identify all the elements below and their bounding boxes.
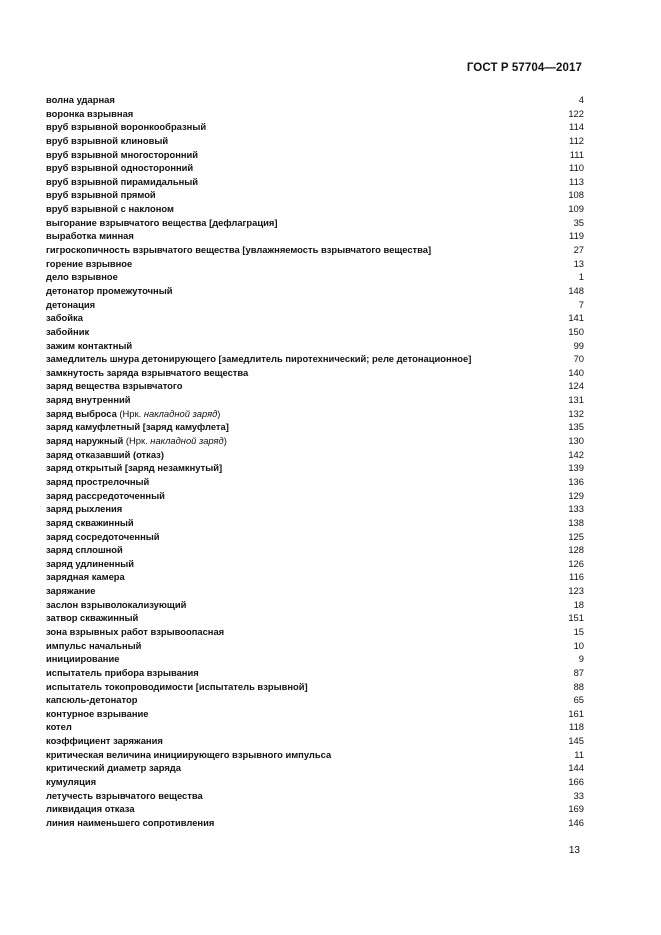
index-entry — [46, 543, 584, 557]
index-term — [46, 434, 227, 448]
index-page-number: 142 — [568, 448, 584, 460]
index-page-number: 114 — [569, 121, 584, 133]
index-term-text: вруб взрывной клиновый — [46, 134, 169, 146]
index-page-number: 140 — [568, 366, 584, 378]
index-term — [46, 366, 248, 380]
index-term — [46, 748, 331, 762]
index-term-text: заряд скважинный — [46, 516, 134, 528]
index-term — [46, 134, 168, 148]
index-page-number: 65 — [573, 694, 584, 706]
index-term-text: выгорание взрывчатого вещества [дефлаграция] — [46, 216, 278, 228]
index-page-number: 161 — [568, 707, 584, 719]
index-entry — [46, 516, 584, 530]
index-entry — [46, 625, 584, 639]
index-entry — [46, 461, 584, 475]
index-page-number: 129 — [568, 489, 584, 501]
index-page-number: 109 — [568, 203, 584, 215]
index-term — [46, 598, 186, 612]
index-term-text: заряд наружный — [46, 435, 124, 447]
index-page-number: 1 — [578, 271, 584, 283]
index-term-text: воронка взрывная — [46, 107, 134, 119]
index-entry — [46, 720, 584, 734]
index-page-number: 27 — [573, 244, 584, 256]
index-entry — [46, 366, 584, 380]
index-entry — [46, 775, 584, 789]
index-term-text: зона взрывных работ взрывоопасная — [46, 625, 225, 637]
index-page-number: 131 — [568, 394, 584, 406]
index-term — [46, 625, 224, 639]
index-term — [46, 680, 308, 694]
subject-index-list — [46, 93, 584, 830]
index-term — [46, 502, 122, 516]
index-term — [46, 379, 182, 393]
index-term-text: вруб взрывной пирамидальный — [46, 175, 199, 187]
index-entry — [46, 216, 584, 230]
index-term — [46, 298, 95, 312]
index-page-number: 15 — [573, 625, 584, 637]
index-term — [46, 652, 119, 666]
index-page-number: 7 — [578, 298, 584, 310]
index-page-number: 133 — [568, 503, 584, 515]
index-entry — [46, 284, 584, 298]
index-entry — [46, 639, 584, 653]
index-entry — [46, 489, 584, 503]
index-term — [46, 734, 163, 748]
index-term-text: капсюль-детонатор — [46, 694, 138, 706]
index-entry — [46, 229, 584, 243]
index-entry — [46, 243, 584, 257]
index-term — [46, 120, 206, 134]
index-term-note-italic: накладной заряд — [150, 435, 224, 447]
index-page-number: 151 — [568, 612, 584, 624]
index-page-number: 123 — [568, 585, 584, 597]
document-id: ГОСТ Р 57704—2017 — [466, 62, 582, 74]
index-entry — [46, 107, 584, 121]
index-term-text: зажим контактный — [46, 339, 133, 351]
index-entry — [46, 693, 584, 707]
index-term — [46, 216, 278, 230]
index-term-text: гигроскопичность взрывчатого вещества [увлажняемость взрывчатого вещества] — [46, 244, 432, 256]
index-entry — [46, 120, 584, 134]
index-page-number: 113 — [569, 175, 584, 187]
index-entry — [46, 570, 584, 584]
index-term — [46, 816, 214, 830]
index-term-text: контурное взрывание — [46, 707, 149, 719]
index-entry — [46, 761, 584, 775]
index-term — [46, 584, 95, 598]
index-entry — [46, 202, 584, 216]
index-page-number: 125 — [568, 530, 584, 542]
index-term-text: импульс начальный — [46, 639, 142, 651]
index-term-text: заряд выброса — [46, 407, 117, 419]
index-term — [46, 270, 118, 284]
index-term-note-italic: накладной заряд — [143, 407, 218, 419]
index-page-number: 33 — [573, 789, 584, 801]
index-entry — [46, 420, 584, 434]
index-term — [46, 148, 198, 162]
index-term-text: котел — [46, 721, 72, 733]
index-term-text: инициирование — [46, 653, 120, 665]
index-term-text: заряд удлиненный — [46, 557, 134, 569]
index-page-number: 150 — [568, 325, 584, 337]
index-entry — [46, 93, 584, 107]
index-page-number: 10 — [573, 639, 584, 651]
index-term — [46, 325, 89, 339]
index-term — [46, 461, 222, 475]
index-term-text: заряжание — [46, 585, 96, 597]
index-term — [46, 93, 115, 107]
index-term — [46, 557, 134, 571]
index-term-text: заряд открытый [заряд незамкнутый] — [46, 462, 223, 474]
index-term — [46, 543, 123, 557]
index-page-number: 70 — [573, 353, 584, 365]
index-term — [46, 611, 138, 625]
index-term — [46, 666, 199, 680]
index-entry — [46, 407, 584, 421]
index-term-text: вруб взрывной многосторонний — [46, 148, 199, 160]
index-entry — [46, 311, 584, 325]
index-entry — [46, 325, 584, 339]
index-page-number: 87 — [573, 666, 584, 678]
index-entry — [46, 734, 584, 748]
index-term — [46, 257, 132, 271]
index-page-number: 110 — [569, 162, 584, 174]
index-term-text: забойник — [46, 325, 90, 337]
index-term — [46, 311, 83, 325]
index-entry — [46, 502, 584, 516]
index-term — [46, 284, 172, 298]
index-term-text: испытатель прибора взрывания — [46, 666, 199, 678]
index-entry — [46, 530, 584, 544]
index-entry — [46, 161, 584, 175]
index-term — [46, 789, 203, 803]
index-page-number: 4 — [578, 94, 584, 105]
index-term — [46, 420, 229, 434]
index-page-number: 130 — [568, 435, 584, 447]
index-entry — [46, 789, 584, 803]
index-page-number: 132 — [568, 407, 584, 419]
index-page-number: 122 — [568, 107, 584, 119]
index-term-text: критический диаметр заряда — [46, 762, 181, 774]
index-entry — [46, 134, 584, 148]
index-term-text: замедлитель шнура детонирующего [замедлитель пиротехнический; реле детонационное] — [46, 353, 472, 365]
index-term — [46, 530, 160, 544]
index-term-text: кумуляция — [46, 776, 97, 788]
page-number: 13 — [568, 845, 580, 856]
index-term — [46, 188, 156, 202]
index-entry — [46, 666, 584, 680]
index-entry — [46, 379, 584, 393]
index-term-text: заряд сплошной — [46, 544, 123, 556]
index-term — [46, 339, 132, 353]
index-term-text: вруб взрывной с наклоном — [46, 203, 174, 215]
index-term-text: горение взрывное — [46, 257, 133, 269]
index-page-number: 166 — [568, 776, 584, 788]
index-term — [46, 707, 148, 721]
index-page-number: 11 — [574, 748, 584, 760]
index-term-text: коэффициент заряжания — [46, 735, 163, 747]
index-entry — [46, 802, 584, 816]
index-term — [46, 802, 135, 816]
index-term — [46, 639, 141, 653]
index-page-number: 9 — [578, 653, 584, 665]
index-term-text: заряд сосредоточенный — [46, 530, 160, 542]
index-page-number: 88 — [573, 680, 584, 692]
index-term — [46, 720, 72, 734]
index-term-text: летучесть взрывчатого вещества — [46, 789, 203, 801]
index-term — [46, 570, 125, 584]
index-page-number: 148 — [568, 284, 584, 296]
index-page-number: 119 — [569, 230, 584, 242]
index-page-number: 108 — [568, 189, 584, 201]
index-entry — [46, 557, 584, 571]
index-page-number: 145 — [568, 735, 584, 747]
index-page-number: 35 — [573, 216, 584, 228]
index-page-number: 144 — [568, 762, 584, 774]
index-term-note-open: (Нрк. — [116, 407, 144, 419]
index-term-text: ликвидация отказа — [46, 803, 135, 815]
index-term — [46, 229, 134, 243]
index-term — [46, 448, 164, 462]
index-entry — [46, 270, 584, 284]
index-page-number: 13 — [573, 257, 584, 269]
index-term-text: критическая величина инициирующего взрывного импульса — [46, 748, 332, 760]
index-term-text: заслон взрыволокализующий — [46, 598, 187, 610]
index-entry — [46, 257, 584, 271]
index-page-number: 111 — [569, 148, 584, 160]
index-term-text: вруб взрывной воронкообразный — [46, 121, 207, 133]
index-entry — [46, 611, 584, 625]
index-term-text: испытатель токопроводимости [испытатель взрывной] — [46, 680, 308, 692]
index-entry — [46, 298, 584, 312]
index-term-text: выработка минная — [46, 230, 134, 242]
index-term-text: вруб взрывной односторонний — [46, 162, 194, 174]
index-term-note-open: (Нрк. — [123, 435, 151, 447]
index-term-note-close: ) — [223, 435, 227, 447]
index-term — [46, 775, 96, 789]
index-term — [46, 107, 133, 121]
index-entry — [46, 434, 584, 448]
index-entry — [46, 584, 584, 598]
index-term-text: замкнутость заряда взрывчатого вещества — [46, 366, 249, 378]
index-entry — [46, 816, 584, 830]
index-page-number: 118 — [569, 721, 584, 733]
index-page-number: 138 — [568, 516, 584, 528]
index-term-text: заряд камуфлетный [заряд камуфлета] — [46, 421, 229, 433]
index-term-note-close: ) — [217, 407, 221, 419]
index-page-number: 141 — [568, 312, 584, 324]
index-page-number: 116 — [569, 571, 584, 583]
index-term — [46, 761, 181, 775]
index-term-text: заряд вещества взрывчатого — [46, 380, 183, 392]
index-term — [46, 516, 134, 530]
index-term-text: вруб взрывной прямой — [46, 189, 156, 201]
index-entry — [46, 175, 584, 189]
index-entry — [46, 393, 584, 407]
index-term-text: линия наименьшего сопротивления — [46, 816, 215, 828]
index-page-number: 99 — [573, 339, 584, 351]
index-term-text: забойка — [46, 312, 83, 324]
index-entry — [46, 652, 584, 666]
index-term — [46, 202, 174, 216]
index-entry — [46, 448, 584, 462]
index-term-text: заряд рассредоточенный — [46, 489, 165, 501]
index-entry — [46, 707, 584, 721]
index-term — [46, 475, 149, 489]
index-page-number: 169 — [568, 803, 584, 815]
index-term-text: заряд прострелочный — [46, 475, 150, 487]
index-term — [46, 489, 165, 503]
index-page-number: 135 — [568, 421, 584, 433]
index-entry — [46, 352, 584, 366]
index-term-text: заряд отказавший (отказ) — [46, 448, 164, 460]
index-term — [46, 693, 137, 707]
index-term-text: детонация — [46, 298, 96, 310]
index-term — [46, 175, 198, 189]
index-term — [46, 393, 131, 407]
index-term — [46, 352, 471, 366]
index-entry — [46, 148, 584, 162]
index-term-text: дело взрывное — [46, 271, 118, 283]
index-entry — [46, 188, 584, 202]
index-term-text: заряд внутренний — [46, 394, 131, 406]
index-entry — [46, 475, 584, 489]
index-entry — [46, 598, 584, 612]
index-entry — [46, 748, 584, 762]
index-term-text: волна ударная — [46, 94, 115, 105]
index-page-number: 128 — [568, 544, 584, 556]
index-page-number: 18 — [573, 598, 584, 610]
index-term-text: затвор скважинный — [46, 612, 139, 624]
index-term — [46, 161, 193, 175]
index-term-text: зарядная камера — [46, 571, 125, 583]
index-entry — [46, 680, 584, 694]
index-page-number: 136 — [568, 475, 584, 487]
index-page-number: 146 — [568, 816, 584, 828]
index-page-number: 126 — [568, 557, 584, 569]
index-page-number: 112 — [569, 134, 584, 146]
index-page-number: 139 — [568, 462, 584, 474]
index-term — [46, 407, 220, 421]
index-page-number: 124 — [568, 380, 584, 392]
index-entry — [46, 339, 584, 353]
index-term-text: детонатор промежуточный — [46, 284, 173, 296]
index-term-text: заряд рыхления — [46, 503, 123, 515]
index-term — [46, 243, 431, 257]
